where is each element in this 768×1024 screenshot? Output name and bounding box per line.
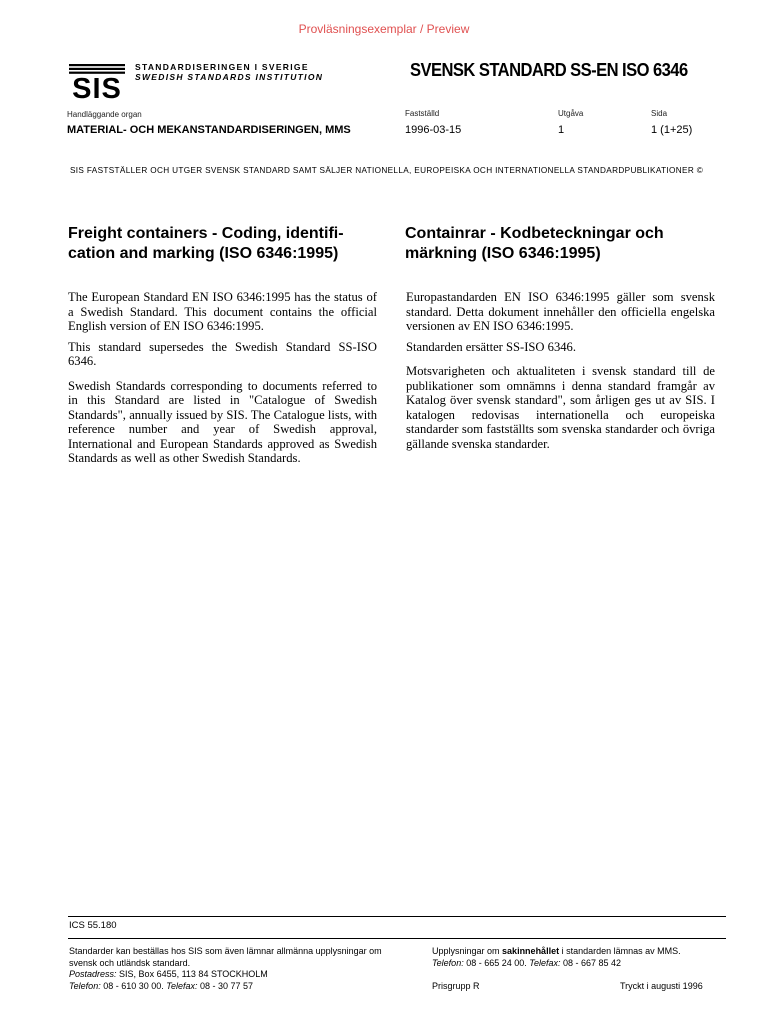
- handlaggande-label: Handläggande organ: [67, 110, 142, 119]
- org-name-swedish: STANDARDISERINGEN I SVERIGE: [135, 62, 309, 72]
- faststalld-label: Fastställd: [405, 109, 440, 118]
- english-paragraph-3: Swedish Standards corresponding to documents referred to in this Standard are listed in "Catalogue of Swedish Standards", annually issued by SIS. The Catalogue lists, with reference number and year of Swedish approval, International and European Standards approved as Swedish Standards as well as other Swedish Standards.: [68, 378, 377, 465]
- sis-contact: Telefon: 08 - 610 30 00. Telefax: 08 - 30 77 57: [69, 980, 254, 991]
- sida-value: 1 (1+25): [651, 124, 693, 136]
- english-paragraph-1: The European Standard EN ISO 6346:1995 has the status of a Swedish Standard. This document contains the official English version of EN ISO 6346:1995.: [68, 290, 377, 333]
- utgava-label: Utgåva: [558, 109, 584, 118]
- english-title: Freight containers - Coding, identifi-cation and marking (ISO 6346:1995): [68, 225, 344, 262]
- publication-notice: SIS FASTSTÄLLER OCH UTGER SVENSK STANDARD SAMT SÄLJER NATIONELLA, EUROPEISKA OCH INTERNATIONELLA STANDARDPUBLIKATIONER ©: [70, 166, 704, 175]
- swedish-body: [406, 290, 715, 457]
- english-paragraph-2: This standard supersedes the Swedish Standard SS-ISO 6346.: [68, 339, 377, 368]
- ordering-text: Standarder kan beställas hos SIS som även lämnar allmänna upplysningar om svensk och utländsk standard.: [69, 946, 382, 968]
- footer-rule-bottom: [68, 938, 726, 939]
- footer-ordering-info: [69, 946, 399, 992]
- sida-label: Sida: [651, 109, 668, 118]
- print-date: Tryckt i augusti 1996: [620, 981, 703, 991]
- sis-logo-text: SIS: [72, 73, 122, 100]
- swedish-paragraph-2: Standarden ersätter SS-ISO 6346.: [406, 339, 576, 354]
- org-name-english: SWEDISH STANDARDS INSTITUTION: [135, 72, 324, 82]
- faststalld-value: 1996-03-15: [405, 124, 462, 136]
- content-inquiry-text: Upplysningar om sakinnehållet i standarden lämnas av MMS.: [432, 946, 681, 956]
- mms-contact: Telefon: 08 - 665 24 00. Telefax: 08 - 667 85 42: [432, 957, 622, 968]
- swedish-title: Containrar - Kodbeteckningar och märkning (ISO 6346:1995): [405, 225, 664, 262]
- footer-rule-top: [68, 916, 726, 917]
- price-group: Prisgrupp R: [432, 981, 480, 991]
- sis-logo: [68, 64, 126, 100]
- utgava-value: 1: [558, 124, 565, 136]
- handlaggande-value: MATERIAL- OCH MEKANSTANDARDISERINGEN, MMS: [67, 124, 351, 136]
- preview-banner: Provläsningsexemplar / Preview: [298, 22, 470, 36]
- standard-title: SVENSK STANDARD SS-EN ISO 6346: [410, 60, 688, 80]
- swedish-paragraph-1: Europastandarden EN ISO 6346:1995 gäller som svensk standard. Detta dokument innehåller den officiella engelska versionen av EN ISO 6346:1995.: [406, 290, 715, 333]
- english-body: [68, 290, 377, 472]
- ics-code: ICS 55.180: [69, 920, 117, 931]
- postal-address: Postadress: SIS, Box 6455, 113 84 STOCKHOLM: [69, 969, 268, 979]
- footer-content-info: [432, 946, 722, 969]
- swedish-paragraph-3: Motsvarigheten och aktualiteten i svensk standard till de publikationer som omnämns i denna standard framgår av Katalog över svensk standard", som årligen ges ut av SIS. I katalogen redovisas internationella och europeiska standarder som fastställts som svenska standarder och övriga gällande svenska standarder.: [406, 364, 715, 451]
